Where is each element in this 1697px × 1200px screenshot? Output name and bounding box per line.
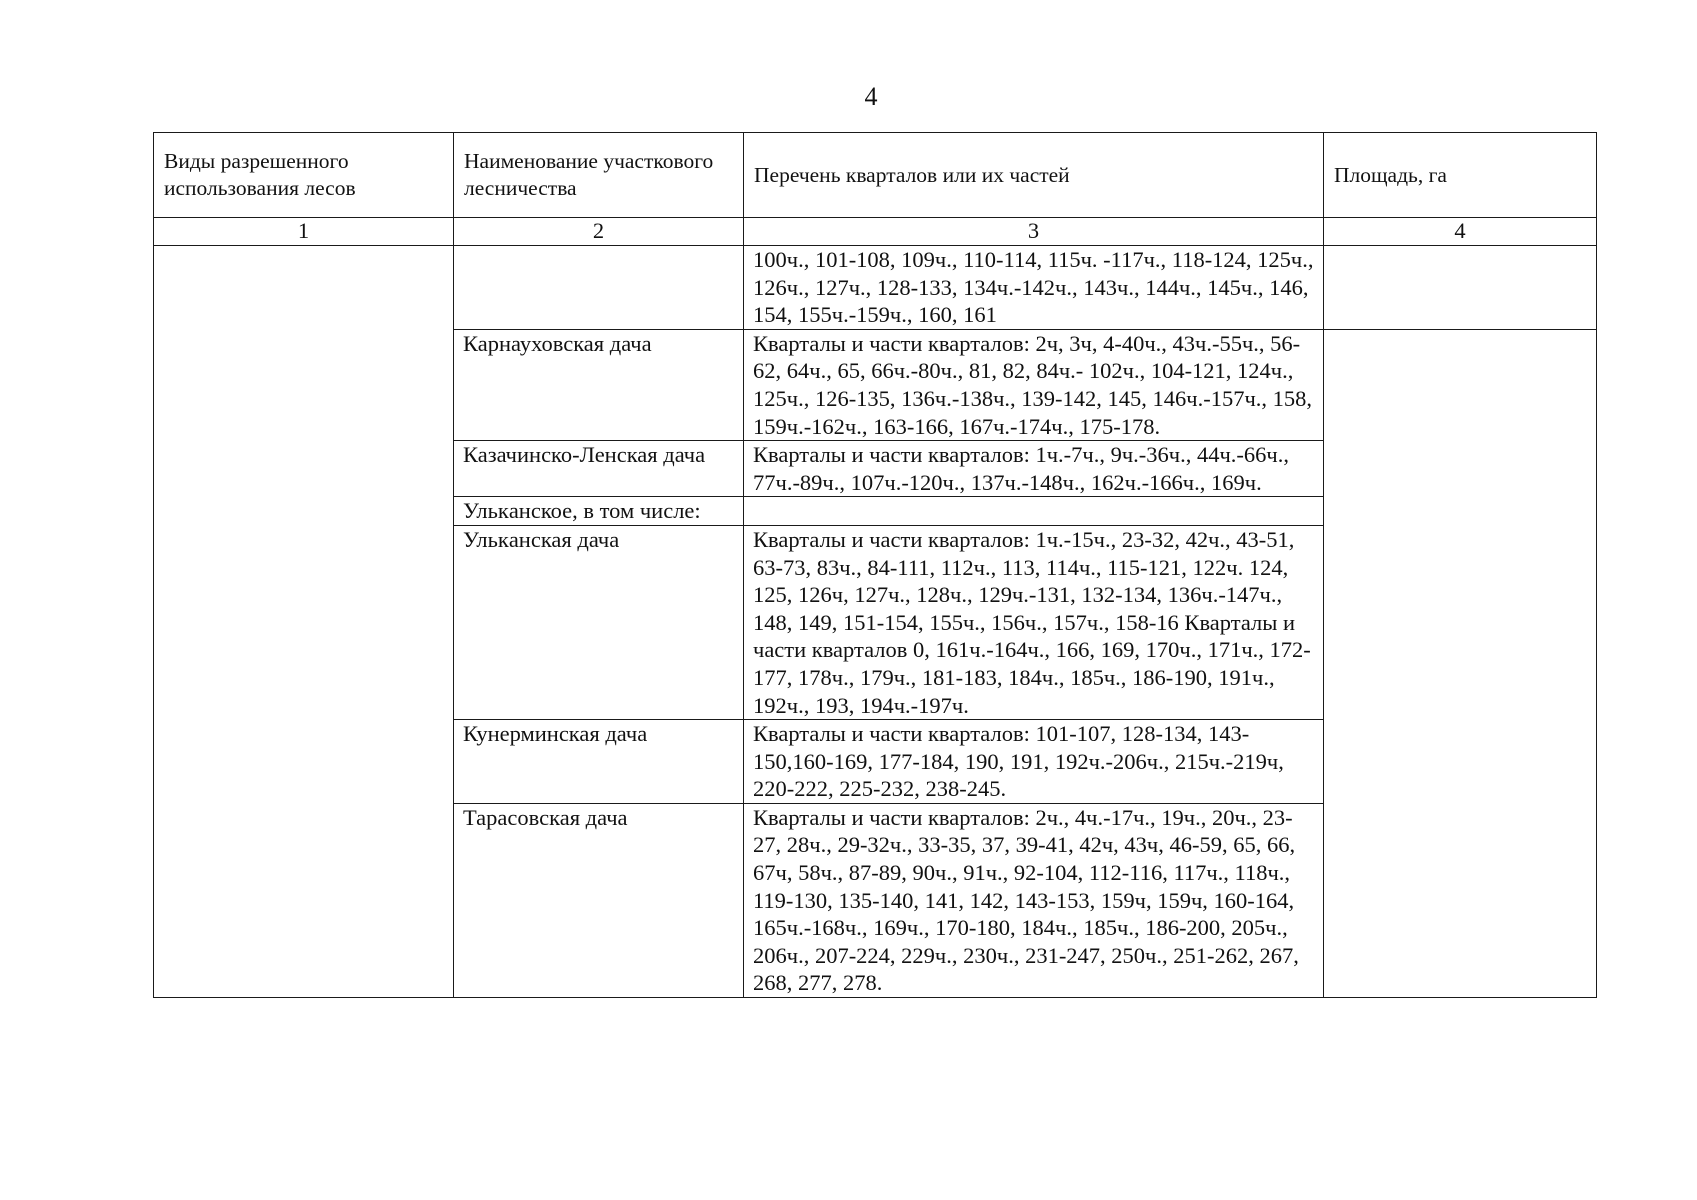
quarters-cell: Кварталы и части кварталов: 1ч.-15ч., 23-32, 42ч., 43-51, 63-73, 83ч., 84-111, 112ч., 113, 114ч., 115-121, 122ч. 124, 125, 126ч, 127ч., 128ч., 129ч.-131, 132-134, 136ч.-147ч., 148, 149, 151-154, 155ч., 156ч., 157ч., 158-16 Кварталы и части кварталов 0, 161ч.-164ч., 166, 169, 170ч., 171ч., 172-177, 178ч., 179ч., 181-183, 184ч., 185ч., 186-190, 191ч., 192ч., 193, 194ч.-197ч.	[744, 525, 1324, 719]
header-quarters-list: Перечень кварталов или их частей	[744, 133, 1324, 218]
quarters-cell: Кварталы и части кварталов: 2ч, 3ч, 4-40ч., 43ч.-55ч., 56-62, 64ч., 65, 66ч.-80ч., 81, 82, 84ч.- 102ч., 104-121, 124ч., 125ч., 126-135, 136ч.-138ч., 139-142, 145, 146ч.-157ч., 158, 159ч.-162ч., 163-166, 167ч.-174ч., 175-178.	[744, 329, 1324, 440]
quarters-cell: 100ч., 101-108, 109ч., 110-114, 115ч. -117ч., 118-124, 125ч., 126ч., 127ч., 128-133, 134ч.-142ч., 143ч., 144ч., 145ч., 146, 154, 155ч.-159ч., 160, 161	[744, 246, 1324, 330]
forestry-name-cell: Карнауховская дача	[454, 329, 744, 440]
column-number: 2	[454, 218, 744, 246]
quarters-cell: Кварталы и части кварталов: 101-107, 128-134, 143-150,160-169, 177-184, 190, 191, 192ч.-206ч., 215ч.-219ч, 220-222, 225-232, 238-245.	[744, 720, 1324, 804]
header-area: Площадь, га	[1324, 133, 1597, 218]
forestry-name-cell: Улькaнская дача	[454, 525, 744, 719]
column-number: 1	[154, 218, 454, 246]
area-cell	[1324, 246, 1597, 330]
quarters-cell: Кварталы и части кварталов: 2ч., 4ч.-17ч., 19ч., 20ч., 23-27, 28ч., 29-32ч., 33-35, 37, 39-41, 42ч, 43ч, 46-59, 65, 66, 67ч, 58ч., 87-89, 90ч., 91ч., 92-104, 112-116, 117ч., 118ч., 119-130, 135-140, 141, 142, 143-153, 159ч, 159ч, 160-164, 165ч.-168ч., 169ч., 170-180, 184ч., 185ч., 186-200, 205ч., 206ч., 207-224, 229ч., 230ч., 231-247, 250ч., 251-262, 267, 268, 277, 278.	[744, 803, 1324, 997]
forestry-name-cell: Улькaнское, в том числе:	[454, 497, 744, 526]
forestry-name-cell: Тарасовская дача	[454, 803, 744, 997]
page-number: 4	[864, 82, 878, 111]
header-forestry-name: Наименование участкового лесничества	[454, 133, 744, 218]
column-number: 3	[744, 218, 1324, 246]
column-number: 4	[1324, 218, 1597, 246]
quarters-cell	[744, 497, 1324, 526]
forestry-name-cell	[454, 246, 744, 330]
quarters-cell: Кварталы и части кварталов: 1ч.-7ч., 9ч.-36ч., 44ч.-66ч., 77ч.-89ч., 107ч.-120ч., 137ч.-148ч., 162ч.-166ч., 169ч.	[744, 441, 1324, 497]
column-number-row	[154, 218, 1597, 246]
table-row	[154, 246, 1597, 330]
forest-quarters-table	[153, 132, 1597, 998]
forestry-name-cell: Кунерминская дача	[454, 720, 744, 804]
usage-type-cell	[154, 246, 454, 998]
table-header-row	[154, 133, 1597, 218]
area-cell	[1324, 329, 1597, 997]
header-usage-types: Виды разрешенного использования лесов	[154, 133, 454, 218]
forestry-name-cell: Казачинско-Ленская дача	[454, 441, 744, 497]
